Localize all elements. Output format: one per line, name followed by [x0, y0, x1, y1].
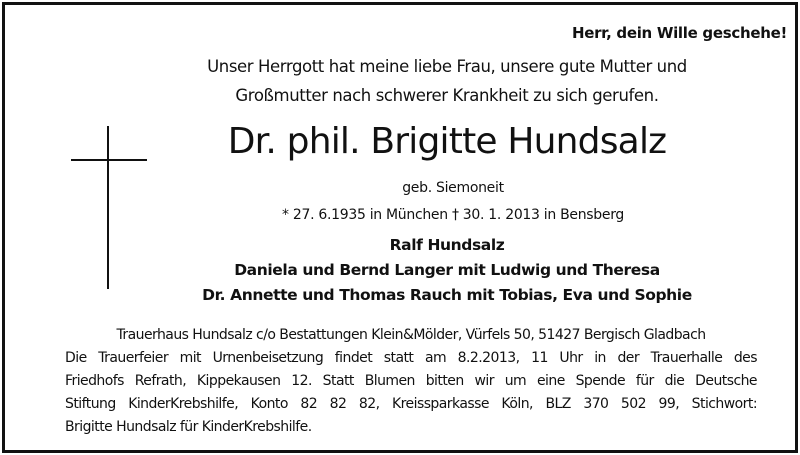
ceremony-line-2: Friedhofs Refrath, Kippekausen 12. Statt Blumen bitten wir um eine Spende für die Deutsche	[65, 373, 757, 389]
mourner-line-1: Ralf Hundsalz	[389, 236, 505, 254]
obituary-notice	[2, 2, 798, 453]
deceased-name: Dr. phil. Brigitte Hundsalz	[227, 121, 667, 162]
life-dates: * 27. 6.1935 in München † 30. 1. 2013 in Bensberg	[282, 207, 624, 223]
ceremony-line-3: Stiftung KinderKrebshilfe, Konto 82 82 82, Kreissparkasse Köln, BLZ 370 502 99, Stichwort:	[65, 396, 757, 412]
intro-line-1: Unser Herrgott hat meine liebe Frau, unsere gute Mutter und	[207, 57, 687, 76]
mourner-line-3: Dr. Annette und Thomas Rauch mit Tobias, Eva und Sophie	[202, 286, 692, 304]
ceremony-line-1: Die Trauerfeier mit Urnenbeisetzung findet statt am 8.2.2013, 11 Uhr in der Trauerhalle des	[65, 350, 757, 366]
mourning-house-address: Trauerhaus Hundsalz c/o Bestattungen Klein&Mölder, Vürfels 50, 51427 Bergisch Gladbach	[116, 327, 706, 343]
cross-icon	[107, 126, 109, 289]
motto-text: Herr, dein Wille geschehe!	[571, 24, 787, 42]
mourner-line-2: Daniela und Bernd Langer mit Ludwig und Theresa	[234, 261, 660, 279]
intro-line-2: Großmutter nach schwerer Krankheit zu sich gerufen.	[235, 86, 659, 105]
maiden-name: geb. Siemoneit	[402, 180, 504, 196]
ceremony-line-4: Brigitte Hundsalz für KinderKrebshilfe.	[65, 419, 312, 435]
